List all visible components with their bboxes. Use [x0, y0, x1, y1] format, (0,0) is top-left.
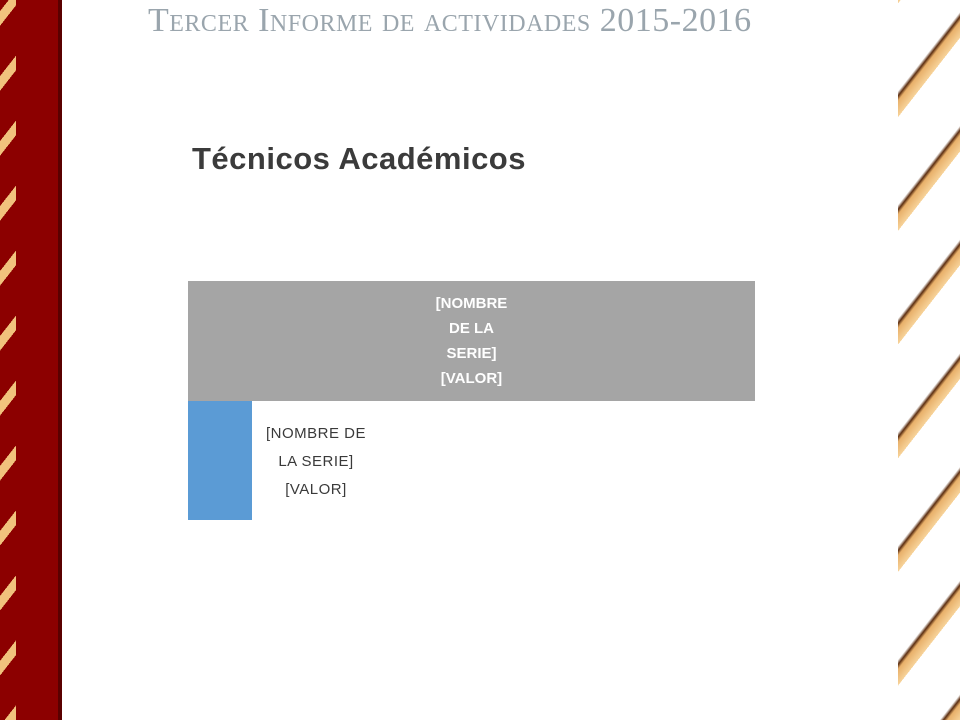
slice-label-2: [NOMBRE DE LA SERIE] [VALOR]: [265, 425, 366, 498]
slice-2: [188, 401, 252, 520]
header-title: Tercer Informe de actividades 2015-2016: [148, 2, 752, 39]
page-title: Técnicos Académicos: [192, 141, 526, 176]
slice-label-1: [NOMBRE DE LA SERIE] [VALOR]: [435, 295, 508, 387]
